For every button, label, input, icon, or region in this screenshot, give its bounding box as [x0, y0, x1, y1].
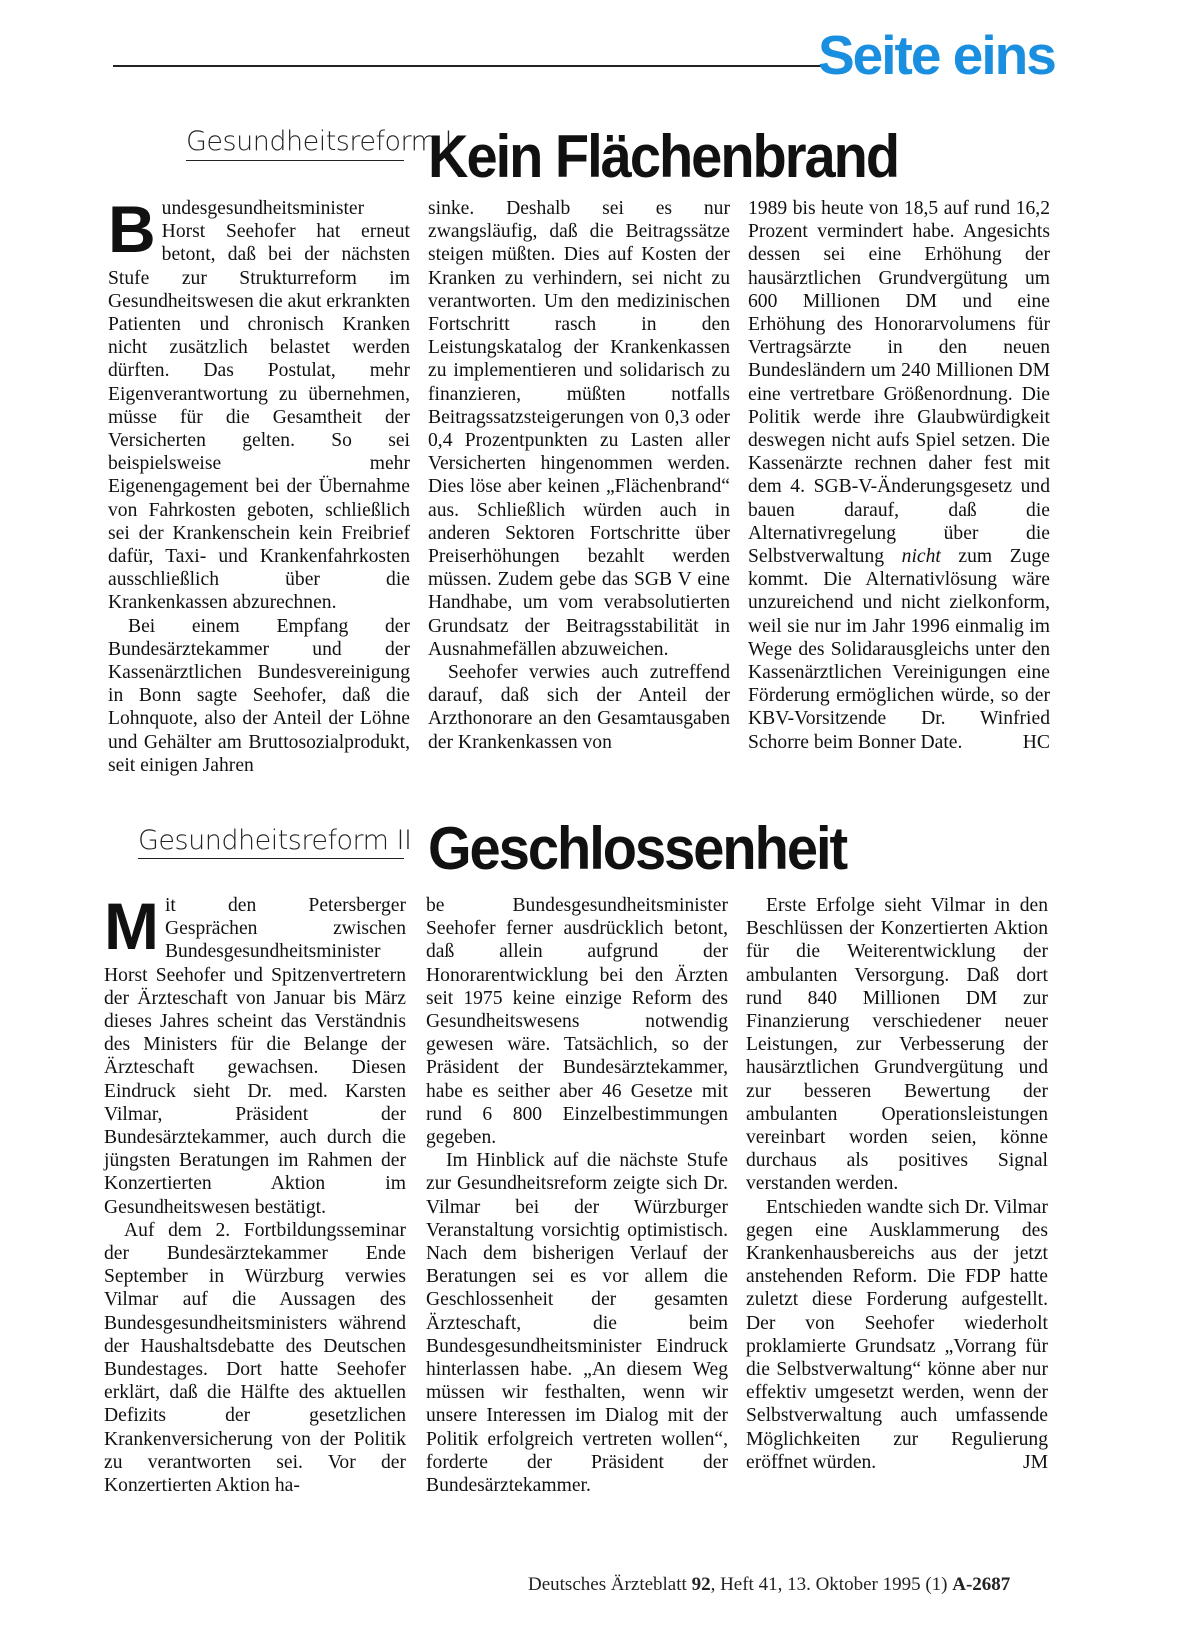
footer-volume: 92: [691, 1574, 711, 1595]
article-1-paragraph: Bei einem Empfang der Bundesärztekammer und der Kassenärztlichen Bundesvereinigung in Bonn sagte Seehofer, daß die Lohnquote, also der Anteil der Löhne und Gehälter am Bruttosozialprodukt, seit einigen Jahren: [108, 615, 410, 776]
article-1-paragraph: 1989 bis heute von 18,5 auf rund 16,2 Prozent vermindert habe. Angesichts dessen sei eine Erhöhung der hausärztlichen Grundvergütung um 600 Millionen DM und eine Erhöhung des Honorarvolumens für Vertragsärzte in den neuen Bundesländern um 240 Millionen DM eine vertretbare Größenordnung. Die Politik werde ihre Glaubwürdigkeit deswegen nicht aufs Spiel setzen. Die Kassenärzte rechnen daher fest mit dem 4. SGB-V-Änderungsgesetz und bauen darauf, daß die Alternativregelung über die Selbstverwaltung: [748, 198, 1050, 568]
article-1-column-1: [108, 192, 410, 777]
article-1-headline: Kein Flächenbrand: [428, 121, 899, 190]
article-1-kicker-underline: [186, 160, 404, 161]
article-2-paragraph: Im Hinblick auf die nächste Stufe zur Gesundheitsreform zeigte sich Dr. Vilmar bei der Würzburger Veranstaltung vorsichtig optimistisch. Nach dem bisherigen Verlauf der Beratungen sei es vor allem die Geschlossenheit der gesamten Ärzteschaft, die beim Bundesgesundheitsminister Eindruck hinterlassen habe. „An diesem Weg müssen wir festhalten, wenn wir unsere Interessen im Dialog mit der Politik erfolgreich vertreten wollen“, forderte der Präsident der Bundesärztekammer.: [426, 1150, 728, 1497]
footer-journal: Deutsches Ärzteblatt: [528, 1574, 687, 1595]
page-footer: [528, 1574, 1048, 1596]
article-2-kicker: Gesundheitsreform II: [138, 825, 412, 856]
article-1-dropcap: B: [108, 192, 156, 266]
article-2-paragraph: be Bundesgesundheitsminister Seehofer ferner ausdrücklich betont, daß allein aufgrund der Honorarentwicklung bei den Ärzten seit 1975 keine einzige Reform des Gesundheitswesens notwendig gewesen wäre. Tatsächlich, so der Präsident der Bundesärztekammer, habe es seither aber 46 Gesetze mit rund 6 800 Einzelbestimmungen gegeben.: [426, 895, 728, 1149]
article-2-paragraph: Auf dem 2. Fortbildungsseminar der Bundesärztekammer Ende September in Würzburg verwies Vilmar auf die Aussagen des Bundesgesundheitsministers während der Haushaltsdebatte des Deutschen Bundestages. Dort hatte Seehofer erklärt, daß die Hälfte des aktuellen Defizits der gesetzlichen Krankenversicherung von der Politik zu verantworten sei. Vor der Konzertierten Aktion ha-: [104, 1219, 406, 1497]
article-2-column-1: [104, 889, 406, 1497]
article-2-paragraph: Entschieden wandte sich Dr. Vilmar gegen eine Ausklammerung des Krankenhausbereichs aus der jetzt anstehenden Reform. Die FDP hatte zuletzt diese Forderung aufgestellt. Der von Seehofer wiederholt proklamierte Grundsatz „Vorrang für die Selbstverwaltung“ könne aber nur effektiv umgesetzt werden, wenn der Selbstverwaltung auch umfassende Möglichkeiten zur Regulierung eröffnet würden.: [746, 1196, 1048, 1473]
article-1-paragraph: Seehofer verwies auch zutreffend darauf, daß sich der Anteil der Arzthonorare an den Gesamtausgaben der Krankenkassen von: [428, 662, 730, 753]
article-1-paragraph: zum Zuge kommt. Die Alternativlösung wäre unzureichend und nicht zielkonform, weil sie nur im Jahr 1996 einmalig im Wege des Solidarausgleichs unter den Kassenärztlichen Vereinigungen eine Förderung ermöglichen würde, so der KBV-Vorsitzende Dr. Winfried Schorre beim Bonner Date.: [748, 546, 1050, 753]
article-1-paragraph: sinke. Deshalb sei es nur zwangsläufig, daß die Beitragssätze steigen müßten. Dies auf Kosten der Kranken zu verhindern, sei nicht zu verantworten. Um den medizinischen Fortschritt rasch in den Leistungskatalog der Krankenkassen zu implementieren und solidarisch zu finanzieren, müßten notfalls Beitragssatzsteigerungen von 0,3 oder 0,4 Prozentpunkten zu Lasten aller Versicherten hingenommen werden. Dies löse aber keinen „Flächenbrand“ aus. Schließlich würden auch in anderen Sektoren Fortschritte über Preiserhöhungen bezahlt werden müssen. Zudem gebe das SGB V eine Handhabe, um vom verabsolutierten Grundsatz der Beitragsstabilität in Ausnahmefällen abzuweichen.: [428, 198, 730, 660]
article-2-column-3: [746, 894, 1048, 1474]
footer-issue: , Heft 41, 13. Oktober 1995 (1): [710, 1574, 953, 1595]
article-2-paragraph: Erste Erfolge sieht Vilmar in den Beschlüssen der Konzertierten Aktion für die Weiterentwicklung der ambulanten Versorgung. Daß dort rund 840 Millionen DM zur Finanzierung verschiedener neuer Leistungen, zur Verbesserung der hausärztlichen Grundvergütung und zur besseren Bewertung der ambulanten Operationsleistungen vereinbart worden seien, könne durchaus als positives Signal verstanden werden.: [746, 895, 1048, 1195]
article-1-signature: HC: [1022, 731, 1050, 753]
article-2-column-2: [426, 894, 728, 1497]
article-1-column-2: [428, 197, 730, 754]
article-2-headline: Geschlossenheit: [428, 813, 847, 882]
article-2-signature: JM: [1022, 1451, 1048, 1473]
footer-page-number: A-2687: [952, 1574, 1011, 1595]
article-1-paragraph: undesgesundheitsminister Horst Seehofer hat erneut betont, daß bei der nächsten Stufe zur Strukturreform im Gesundheitswesen die akut erkrankten Patienten und chronisch Kranken nicht zusätzlich belastet werden dürften. Das Postulat, mehr Eigenverantwortung zu übernehmen, müsse für die Gesamtheit der Versicherten gelten. So sei beispielsweise mehr Eigenengagement bei der Übernahme von Fahrkosten geboten, schließlich sei der Krankenschein kein Freibrief dafür, Taxi- und Krankenfahrkosten ausschließlich über die Krankenkassen abzurechnen.: [108, 198, 410, 614]
section-title: Seite eins: [818, 24, 1055, 86]
article-2-paragraph: it den Petersberger Gesprächen zwischen Bundesgesundheitsminister Horst Seehofer und Spitzenvertretern der Ärzteschaft von Januar bis März dieses Jahres scheint das Verständnis des Ministers für die Belange der Ärzteschaft gewachsen. Diesen Eindruck sieht Dr. med. Karsten Vilmar, Präsident der Bundesärztekammer, auch durch die jüngsten Beratungen im Rahmen der Konzertierten Aktion im Gesundheitswesen bestätigt.: [104, 895, 406, 1218]
header-rule: [113, 65, 823, 67]
article-2-kicker-underline: [138, 858, 404, 859]
article-1-emphasis: nicht: [901, 546, 941, 568]
article-2-dropcap: M: [104, 889, 159, 963]
article-1-column-3: [748, 197, 1050, 754]
article-1-kicker: Gesundheitsreform I: [186, 126, 452, 157]
